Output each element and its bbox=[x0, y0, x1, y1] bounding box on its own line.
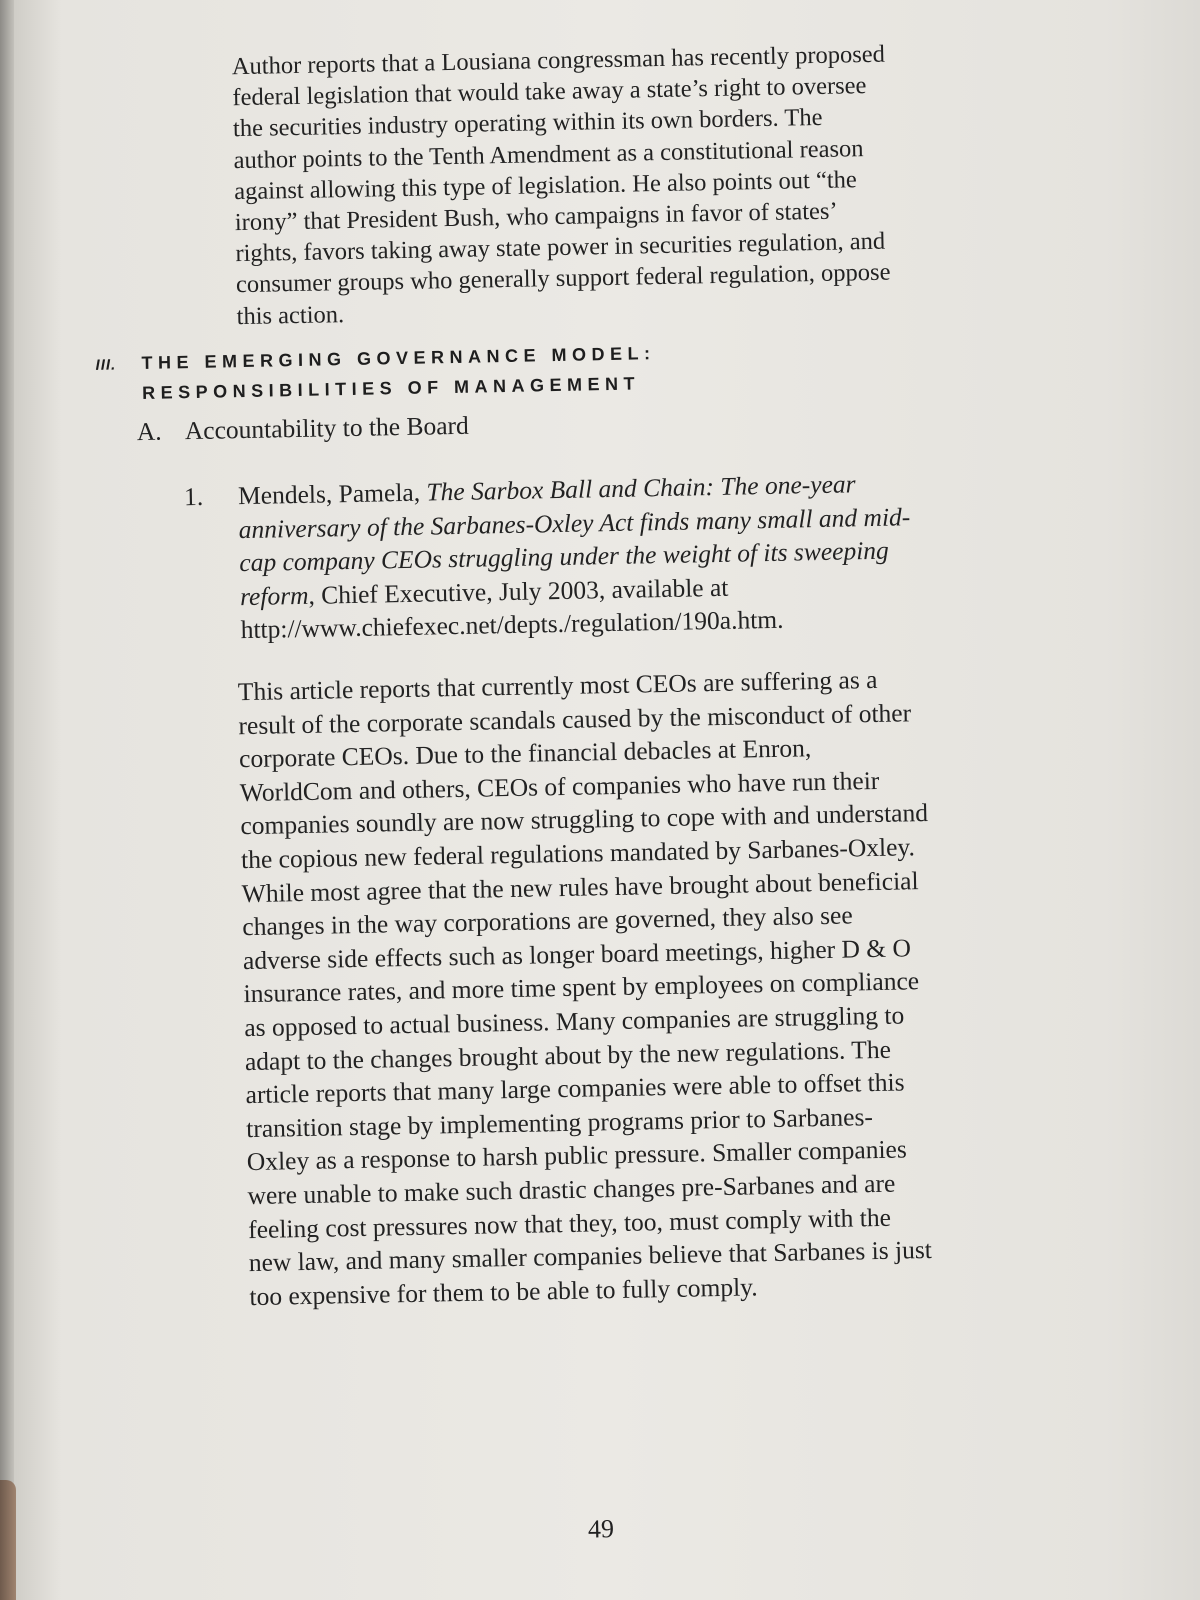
intro-line: this action. bbox=[236, 300, 345, 330]
intro-line: rights, favors taking away state power in securities regulation, and bbox=[235, 227, 886, 268]
citation-body bbox=[238, 466, 913, 646]
summary-line: corporate CEOs. Due to the financial debacles at Enron, bbox=[238, 733, 812, 774]
citation-author: Mendels, Pamela, bbox=[237, 477, 427, 511]
section-title-line-2: RESPONSIBILITIES OF MANAGEMENT bbox=[141, 373, 641, 403]
section-number: III. bbox=[95, 356, 117, 374]
summary-line: the copious new federal regulations mandated by Sarbanes-Oxley. bbox=[240, 832, 916, 875]
intro-line: against allowing this type of legislation. He also points out “the bbox=[233, 166, 858, 205]
citation-title: reform bbox=[239, 580, 309, 611]
summary-line: companies soundly are now struggling to cope with and understand bbox=[240, 798, 929, 841]
subheading-marker: A. bbox=[136, 416, 162, 447]
section-title-line-1: THE EMERGING GOVERNANCE MODEL: bbox=[141, 343, 656, 373]
citation-number: 1. bbox=[183, 481, 204, 512]
summary-line: adapt to the changes brought about by the new regulations. The bbox=[244, 1034, 892, 1076]
summary-line: insurance rates, and more time spent by employees on compliance bbox=[243, 966, 920, 1009]
document-page bbox=[14, 0, 1200, 1600]
intro-line: irony” that President Bush, who campaigns in favor of states’ bbox=[234, 197, 838, 237]
subheading bbox=[137, 411, 469, 447]
citation-url: http://www.chiefexec.net/depts./regulation/190a.htm. bbox=[240, 604, 784, 645]
summary-line: This article reports that currently most CEOs are suffering as a bbox=[237, 664, 878, 707]
citation-title: The Sarbox Ball and Chain: The one-year bbox=[426, 469, 856, 507]
summary-line: While most agree that the new rules have brought about beneficial bbox=[241, 865, 919, 908]
summary-line: feeling cost pressures now that they, too, must comply with the bbox=[247, 1202, 892, 1244]
summary-line: as opposed to actual business. Many companies are struggling to bbox=[244, 1000, 905, 1043]
summary-line: changes in the way corporations are governed, they also see bbox=[242, 900, 853, 942]
intro-line: federal legislation that would take away a state’s right to oversee bbox=[232, 72, 867, 112]
intro-paragraph bbox=[232, 37, 997, 332]
summary-paragraph bbox=[238, 659, 1070, 1313]
intro-line: the securities industry operating within its own borders. The bbox=[232, 104, 823, 143]
citation-title: cap company CEOs struggling under the weight of its sweeping bbox=[239, 535, 890, 578]
intro-line: author points to the Tenth Amendment as a constitutional reason bbox=[233, 134, 864, 174]
intro-line: Author reports that a Lousiana congressman has recently proposed bbox=[231, 40, 886, 81]
summary-line: adverse side effects such as longer board meetings, higher D & O bbox=[242, 933, 912, 975]
summary-line: result of the corporate scandals caused by the misconduct of other bbox=[238, 697, 912, 740]
summary-line: too expensive for them to be able to fully comply. bbox=[249, 1272, 758, 1311]
page-content bbox=[14, 0, 1200, 1600]
citation-title: anniversary of the Sarbanes-Oxley Act finds many small and mid- bbox=[238, 501, 911, 544]
summary-line: article reports that many large companies were able to offset this bbox=[245, 1067, 905, 1110]
summary-line: were unable to make such drastic changes pre-Sarbanes and are bbox=[247, 1168, 896, 1211]
subheading-text: Accountability to the Board bbox=[184, 410, 470, 446]
page-number: 49 bbox=[587, 1514, 615, 1544]
intro-line: consumer groups who generally support federal regulation, oppose bbox=[235, 259, 891, 299]
summary-line: Oxley as a response to harsh public pressure. Smaller companies bbox=[246, 1134, 908, 1177]
summary-line: transition stage by implementing programs prior to Sarbanes- bbox=[245, 1101, 874, 1143]
summary-line: WorldCom and others, CEOs of companies who have run their bbox=[239, 765, 880, 807]
citation-source: , Chief Executive, July 2003, available at bbox=[308, 572, 729, 610]
thumb-shadow bbox=[0, 1480, 16, 1600]
summary-line: new law, and many smaller companies believe that Sarbanes is just bbox=[248, 1235, 933, 1278]
section-heading bbox=[95, 339, 656, 408]
page-edge-shadow bbox=[0, 0, 14, 1600]
